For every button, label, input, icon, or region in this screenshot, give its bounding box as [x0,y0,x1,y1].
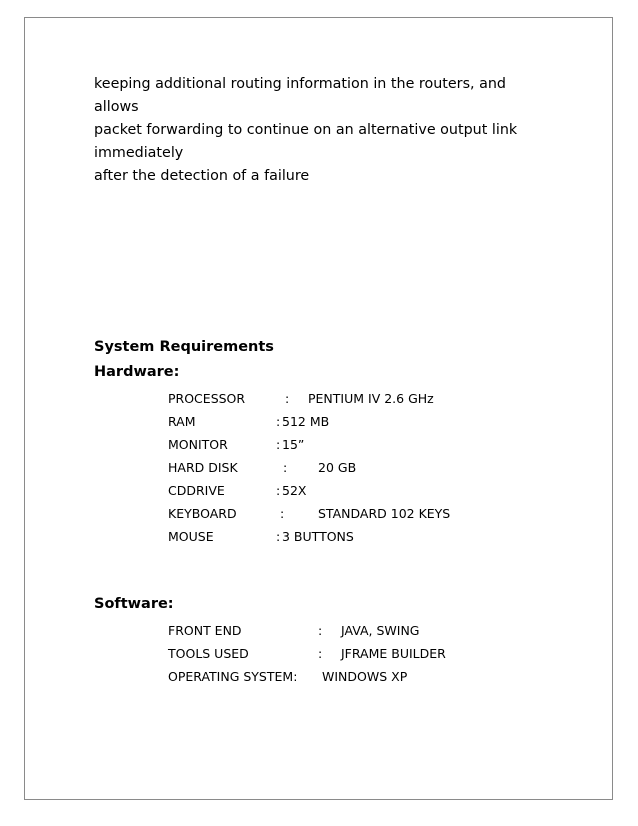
paragraph-line: packet forwarding to continue on an alternative output link [94,122,518,138]
spec-label: FRONT END [168,623,242,638]
spec-label: RAM [168,414,196,429]
section-title: System Requirements [94,339,274,355]
spec-separator: : [276,437,281,452]
spec-separator: : [318,623,323,638]
spec-separator: : [276,483,281,498]
spec-value: STANDARD 102 KEYS [318,506,451,521]
spec-label: HARD DISK [168,460,238,475]
spec-value: JAVA, SWING [341,623,420,638]
spec-value: 512 MB [282,414,330,429]
spec-label: MONITOR [168,437,228,452]
spec-separator: : [276,529,281,544]
spec-label: MOUSE [168,529,214,544]
spec-separator: : [285,391,290,406]
spec-value: PENTIUM IV 2.6 GHz [308,391,434,406]
paragraph-line: keeping additional routing information in the routers, and [94,76,506,92]
spec-value: 52X [282,483,307,498]
paragraph-line: allows [94,99,139,115]
spec-value: 20 GB [318,460,357,475]
spec-separator: : [276,414,281,429]
spec-separator: : [318,646,323,661]
body-paragraph [94,73,517,188]
spec-label: TOOLS USED [168,646,249,661]
software-heading: Software: [94,596,174,612]
spec-label: CDDRIVE [168,483,225,498]
spec-value: 15” [282,437,305,452]
paragraph-line: after the detection of a failure [94,168,310,184]
spec-separator: : [280,506,285,521]
paragraph-line: immediately [94,145,184,161]
spec-label: PROCESSOR [168,391,246,406]
spec-value: JFRAME BUILDER [341,646,446,661]
spec-label: OPERATING SYSTEM: [168,669,298,684]
spec-label: KEYBOARD [168,506,237,521]
spec-value: WINDOWS XP [322,669,408,684]
hardware-heading: Hardware: [94,364,180,380]
spec-value: 3 BUTTONS [282,529,354,544]
spec-separator: : [283,460,288,475]
